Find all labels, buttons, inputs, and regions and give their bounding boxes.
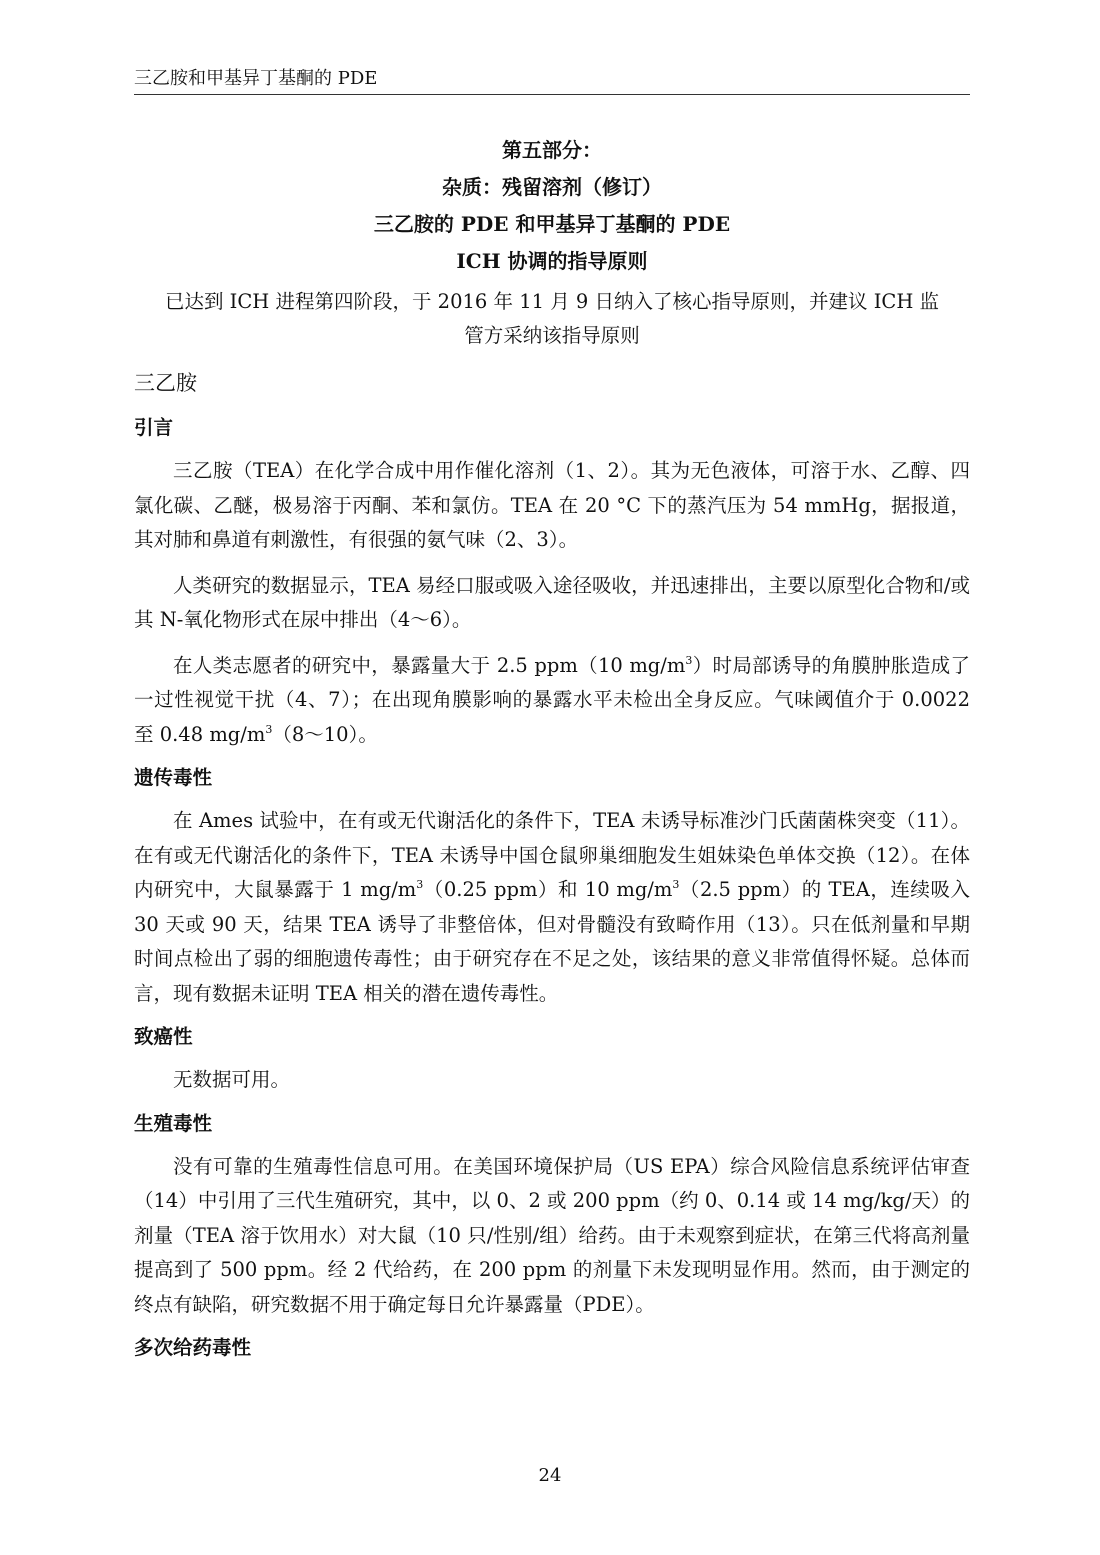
superscript: 3 — [265, 722, 273, 736]
statement-line-2: 管方采纳该指导原则 — [464, 324, 640, 347]
superscript: 3 — [672, 878, 680, 891]
carcino-heading: 致癌性 — [134, 1025, 193, 1048]
genotox-heading: 遗传毒性 — [134, 766, 213, 789]
intro-paragraph-2: 人类研究的数据显示，TEA 易经口服或吸入途径吸收，并迅速排出，主要以原型化合物和/或其 N-氧化物形式在尿中排出（4～6）。 — [134, 573, 970, 631]
repro-paragraph: 没有可靠的生殖毒性信息可用。在美国环境保护局（US EPA）综合风险信息系统评估审查（14）中引用了三代生殖研究，其中，以 0、2 或 200 ppm（约 0、0.14 或 14 mg/kg/天）的剂量（TEA 溶于饮用水）对大鼠（10 只/性别/组）给药。由于未观察到症状，在第三代将高剂量提高到了 500 ppm。经 2 代给药，在 200 ppm 的剂量下未发现明显作用。然而，由于测定的终点有缺陷，研究数据不用于确定每日允许暴露量（PDE）。 — [134, 1154, 970, 1316]
superscript: 3 — [416, 878, 424, 891]
intro-heading: 引言 — [134, 416, 174, 439]
guideline-title: ICH 协调的指导原则 — [456, 249, 648, 273]
running-header: 三乙胺和甲基异丁基酮的 PDE — [134, 66, 970, 95]
carcino-paragraph: 无数据可用。 — [173, 1068, 291, 1091]
statement-line-1: 已达到 ICH 进程第四阶段，于 2016 年 11 月 9 日纳入了核心指导原则，并建议 ICH 监 — [164, 290, 940, 313]
document-body — [134, 368, 970, 1374]
part-title: 第五部分： — [502, 138, 602, 162]
repeat-dose-heading: 多次给药毒性 — [134, 1336, 252, 1359]
status-statement — [134, 285, 970, 353]
superscript: 3 — [685, 653, 693, 667]
page-number: 24 — [538, 1465, 562, 1486]
section-title: 三乙胺 — [134, 371, 197, 395]
repro-heading: 生殖毒性 — [134, 1111, 213, 1135]
topic-title: 杂质：残留溶剂（修订） — [442, 175, 662, 199]
genotox-paragraph: 在 Ames 试验中，在有或无代谢活化的条件下，TEA 未诱导标准沙门氏菌菌株突变（11）。在有或无代谢活化的条件下，TEA 未诱导中国仓鼠卵巢细胞发生姐妹染色单体交换（12）。在体内研究中，大鼠暴露于 1 $mg/m^3(0.25$ ppm）和 10 $mg/m^3(2.5$ ppm）的 TEA，连续吸入 30 天或 90 天，结果 TEA 诱导了非整倍体，但对骨髓没有致畸作用（13）。只在低剂量和早期时间点检出了弱的细胞遗传毒性；由于研究存在不足之处，该结果的意义非常值得怀疑。总体而言，现有数据未证明 TEA 相关的潜在遗传毒性。 — [134, 809, 970, 1005]
intro-paragraph-1: 三乙胺（TEA）在化学合成中用作催化溶剂（1、2）。其为无色液体，可溶于水、乙醇、四氯化碳、乙醚，极易溶于丙酮、苯和氯仿。TEA 在 20 °C 下的蒸汽压为 54 mmHg，据报道，其对肺和鼻道有刺激性，有很强的氨气味（2、3）。 — [134, 459, 970, 551]
subject-title: 三乙胺的 PDE 和甲基异丁基酮的 PDE — [373, 212, 731, 236]
title-block — [134, 132, 970, 280]
intro-paragraph-3: 在人类志愿者的研究中，暴露量大于 2.5 ppm（10 $mg/m^3$）时局部诱导的角膜肿胀造成了一过性视觉干扰（4、7）；在出现角膜影响的暴露水平未检出全身反应。气味阈值介于 0.0022 至 0.48 $mg/m^3(8\sim 10)$。 — [134, 653, 970, 746]
